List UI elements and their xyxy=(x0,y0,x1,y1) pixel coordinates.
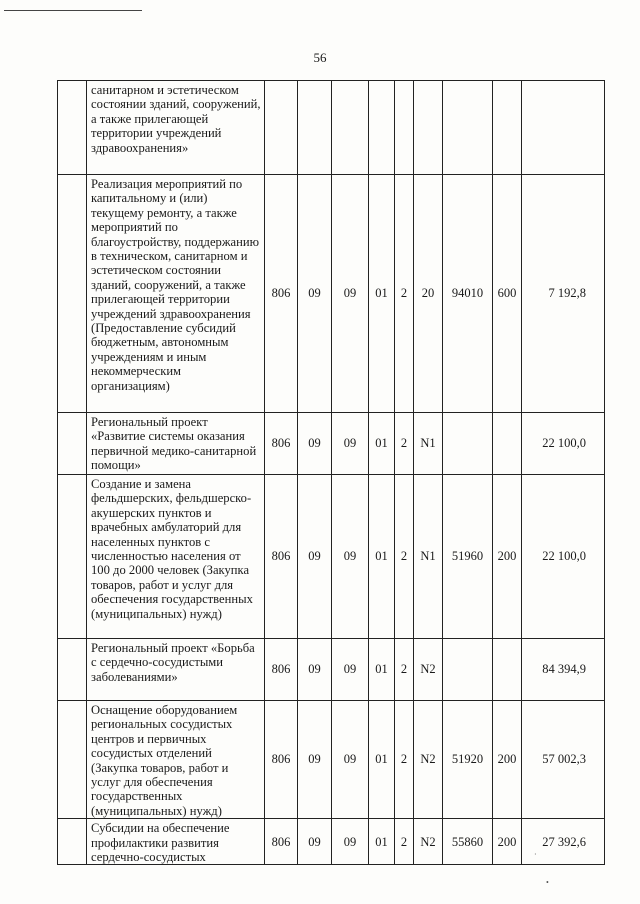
scan-mark: • xyxy=(546,878,549,887)
item-name-cell: санитарном и эстетическом состоянии зданий, сооружений, а также прилегающей территории учреждений здравоохранения» xyxy=(87,81,265,175)
subprogram-cell: 2 xyxy=(395,701,414,819)
gr-code-cell: 806 xyxy=(265,819,298,865)
item-name-cell: Региональный проект «Развитие системы оказания первичной медико-санитарной помощи» xyxy=(87,413,265,475)
section-cell: 09 xyxy=(298,819,332,865)
subprogram-cell: 2 xyxy=(395,639,414,701)
subprogram-cell xyxy=(395,81,414,175)
subprogram-cell: 2 xyxy=(395,413,414,475)
project-cell: N1 xyxy=(414,475,443,639)
subsection-cell: 09 xyxy=(332,175,369,413)
direction-cell xyxy=(443,413,493,475)
row-number-cell xyxy=(58,81,87,175)
program-cell xyxy=(369,81,395,175)
section-cell: 09 xyxy=(298,639,332,701)
amount-cell: 22 100,0 xyxy=(522,413,605,475)
direction-cell: 94010 xyxy=(443,175,493,413)
table-row xyxy=(58,701,605,819)
subsection-cell: 09 xyxy=(332,819,369,865)
section-cell: 09 xyxy=(298,475,332,639)
row-number-cell xyxy=(58,475,87,639)
row-number-cell xyxy=(58,639,87,701)
row-number-cell xyxy=(58,175,87,413)
amount-cell xyxy=(522,81,605,175)
item-name-cell: Субсидии на обеспечение профилактики развития сердечно-сосудистых xyxy=(87,819,265,865)
section-cell xyxy=(298,81,332,175)
expense-type-cell: 200 xyxy=(493,701,522,819)
gr-code-cell: 806 xyxy=(265,413,298,475)
row-number-cell xyxy=(58,413,87,475)
gr-code-cell: 806 xyxy=(265,175,298,413)
scan-mark: · xyxy=(534,850,537,859)
item-name-cell: Реализация мероприятий по капитальному и (или) текущему ремонту, а также мероприятий по благоустройству, поддержанию в техническом, санитарном и эстетическом состоянии зданий, сооружений, а также прилегающей территории учреждений здравоохранения (Предоставление субсидий бюджетным, автономным учреждениям и иным некоммерческим организациям) xyxy=(87,175,265,413)
expense-type-cell xyxy=(493,639,522,701)
subsection-cell: 09 xyxy=(332,475,369,639)
program-cell: 01 xyxy=(369,639,395,701)
gr-code-cell: 806 xyxy=(265,639,298,701)
subsection-cell: 09 xyxy=(332,413,369,475)
project-cell: N2 xyxy=(414,819,443,865)
project-cell: N2 xyxy=(414,639,443,701)
budget-table xyxy=(57,80,605,865)
expense-type-cell: 200 xyxy=(493,475,522,639)
direction-cell xyxy=(443,81,493,175)
amount-cell: 27 392,6 xyxy=(522,819,605,865)
table-row xyxy=(58,819,605,865)
direction-cell: 51960 xyxy=(443,475,493,639)
direction-cell xyxy=(443,639,493,701)
gr-code-cell: 806 xyxy=(265,475,298,639)
expense-type-cell xyxy=(493,81,522,175)
table-row xyxy=(58,175,605,413)
program-cell: 01 xyxy=(369,175,395,413)
program-cell: 01 xyxy=(369,475,395,639)
table-body xyxy=(58,81,605,865)
project-cell: 20 xyxy=(414,175,443,413)
program-cell: 01 xyxy=(369,819,395,865)
subprogram-cell: 2 xyxy=(395,475,414,639)
subprogram-cell: 2 xyxy=(395,175,414,413)
amount-cell: 22 100,0 xyxy=(522,475,605,639)
subsection-cell: 09 xyxy=(332,701,369,819)
page-number: 56 xyxy=(313,50,327,65)
item-name-cell: Создание и замена фельдшерских, фельдшерско-акушерских пунктов и врачебных амбулаторий для населенных пунктов с численностью населения от 100 до 2000 человек (Закупка товаров, работ и услуг для обеспечения государственных (муниципальных) нужд) xyxy=(87,475,265,639)
direction-cell: 51920 xyxy=(443,701,493,819)
table-row xyxy=(58,639,605,701)
expense-type-cell xyxy=(493,413,522,475)
row-number-cell xyxy=(58,701,87,819)
project-cell: N1 xyxy=(414,413,443,475)
gr-code-cell: 806 xyxy=(265,701,298,819)
amount-cell: 57 002,3 xyxy=(522,701,605,819)
direction-cell: 55860 xyxy=(443,819,493,865)
subsection-cell xyxy=(332,81,369,175)
row-number-cell xyxy=(58,819,87,865)
table-row xyxy=(58,413,605,475)
top-rule xyxy=(4,10,142,11)
subsection-cell: 09 xyxy=(332,639,369,701)
section-cell: 09 xyxy=(298,175,332,413)
program-cell: 01 xyxy=(369,701,395,819)
table-row xyxy=(58,475,605,639)
project-cell: N2 xyxy=(414,701,443,819)
expense-type-cell: 600 xyxy=(493,175,522,413)
table-row xyxy=(58,81,605,175)
expense-type-cell: 200 xyxy=(493,819,522,865)
item-name-cell: Оснащение оборудованием региональных сосудистых центров и первичных сосудистых отделений (Закупка товаров, работ и услуг для обеспечения государственных (муниципальных) нужд) xyxy=(87,701,265,819)
program-cell: 01 xyxy=(369,413,395,475)
gr-code-cell xyxy=(265,81,298,175)
item-name-cell: Региональный проект «Борьба с сердечно-сосудистыми заболеваниями» xyxy=(87,639,265,701)
amount-cell: 7 192,8 xyxy=(522,175,605,413)
section-cell: 09 xyxy=(298,413,332,475)
amount-cell: 84 394,9 xyxy=(522,639,605,701)
subprogram-cell: 2 xyxy=(395,819,414,865)
project-cell xyxy=(414,81,443,175)
section-cell: 09 xyxy=(298,701,332,819)
